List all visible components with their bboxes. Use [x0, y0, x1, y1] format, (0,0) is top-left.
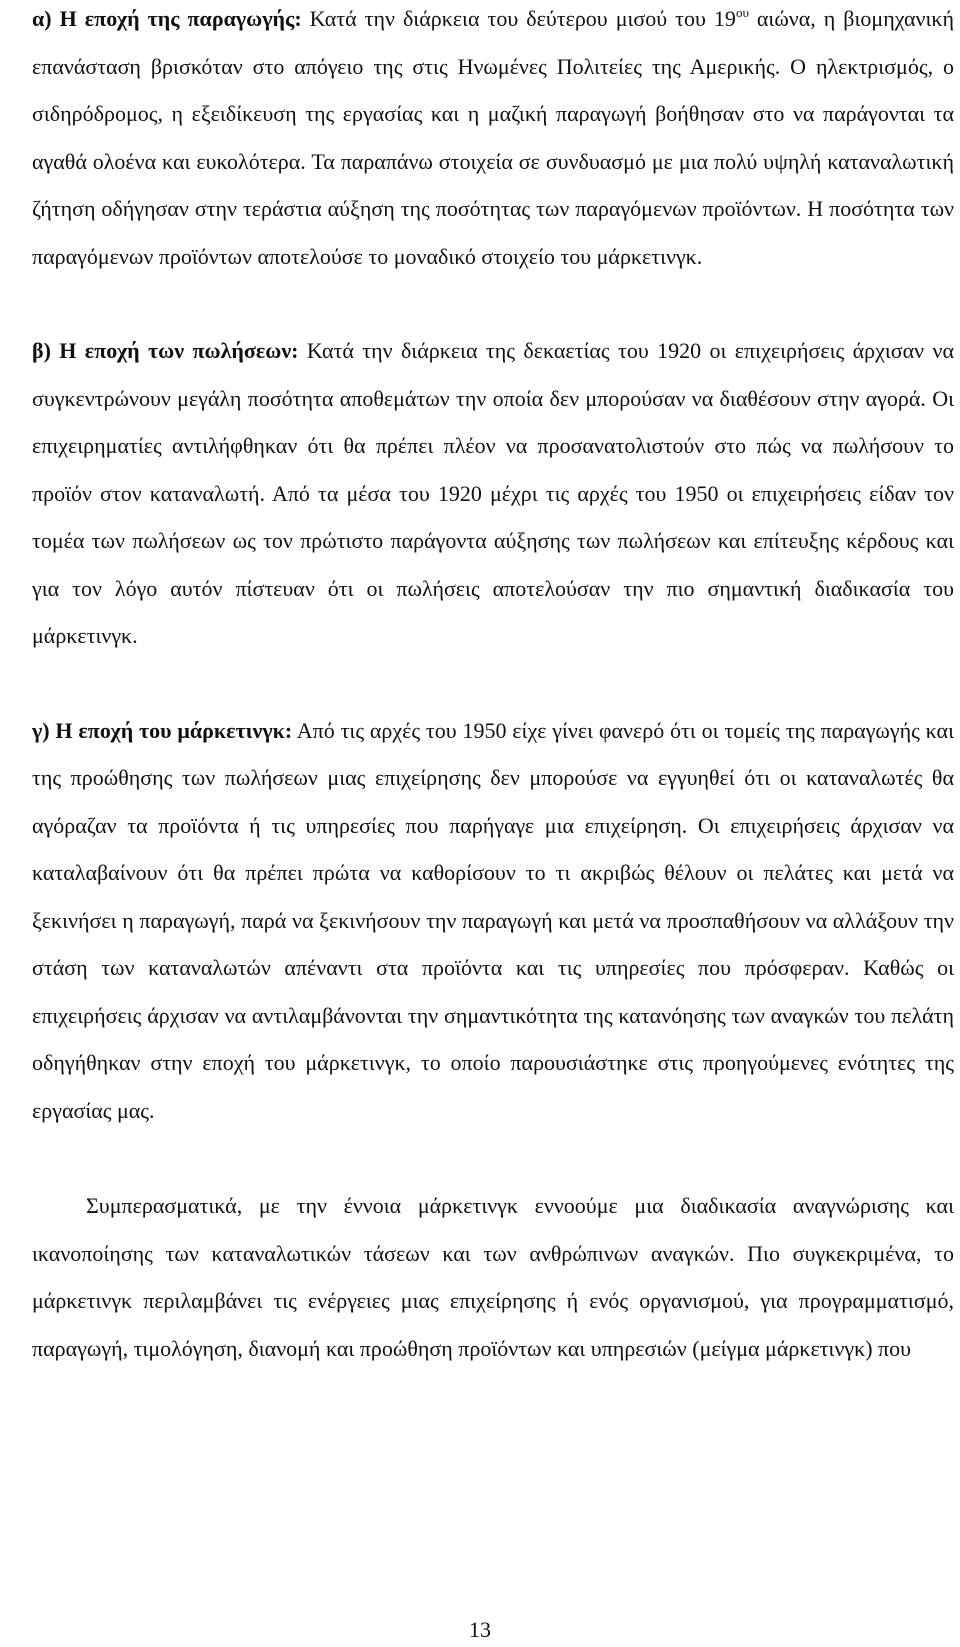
- superscript-ordinal: ου: [735, 5, 749, 20]
- page-number: 13: [469, 1617, 491, 1642]
- paragraph-text: Από τις αρχές του 1950 είχε γίνει φανερό ότι οι τομείς της παραγωγής και της προώθησης των πωλήσεων μιας επιχείρησης δεν μπορούσε να εγγυηθεί ότι οι καταναλωτές θα αγόραζαν τα προϊόντα ή τις υπηρεσίες που παρήγαγε μια επιχείρηση. Οι επιχειρήσεις άρχισαν να καταλαβαίνουν ότι θα πρέπει πρώτα να καθορίσουν το τι ακριβώς θέλουν οι πελάτες και μετά να ξεκινήσει η παραγωγή, παρά να ξεκινήσουν την παραγωγή και μετά να προσπαθήσουν να αλλάξουν την στάση των καταναλωτών απέναντι στα προϊόντα και τις υπηρεσίες που πρόσφεραν. Καθώς οι επιχειρήσεις άρχισαν να αντιλαμβάνονται την σημαντικότητα της κατανόησης των αναγκών του πελάτη οδηγήθηκαν στην εποχή του μάρκετινγκ, το οποίο παρουσιάστηκε στις προηγούμενες ενότητες της εργασίας μας.: [32, 717, 955, 1123]
- paragraph-conclusion: [32, 1182, 954, 1372]
- document-body: [32, 0, 954, 1372]
- paragraph-marketing-era: [32, 707, 954, 1135]
- paragraph-text: αιώνα, η βιομηχανική επανάσταση βρισκόταν στο απόγειο της στις Ηνωμένες Πολιτείες της Αμερικής. Ο ηλεκτρισμός, ο σιδηρόδρομος, η εξειδίκευση της εργασίας και η μαζική παραγωγή βοήθησαν στο να παράγονται τα αγαθά ολοένα και ευκολότερα. Τα παραπάνω στοιχεία σε συνδυασμό με μια πολύ υψηλή καταναλωτική ζήτηση οδήγησαν στην τεράστια αύξηση της ποσότητας των παραγόμενων προϊόντων. Η ποσότητα των παραγόμενων προϊόντων αποτελούσε το μοναδικό στοιχείο του μάρκετινγκ.: [32, 6, 954, 269]
- heading-sales-era: β) Η εποχή των πωλήσεων:: [32, 338, 299, 363]
- paragraph-text: Κατά την διάρκεια του δεύτερου μισού του 19: [301, 6, 736, 31]
- paragraph-text: Κατά την διάρκεια της δεκαετίας του 1920 οι επιχειρήσεις άρχισαν να συγκεντρώνουν μεγάλη ποσότητα αποθεμάτων την οποία δεν μπορούσαν να διαθέσουν στην αγορά. Οι επιχειρηματίες αντιλήφθηκαν ότι θα πρέπει πλέον να προσανατολιστούν στο πώς να πωλήσουν το προϊόν στον καταναλωτή. Από τα μέσα του 1920 μέχρι τις αρχές του 1950 οι επιχειρήσεις είδαν τον τομέα των πωλήσεων ως τον πρώτιστο παράγοντα αύξησης των πωλήσεων και επίτευξης κέρδους και για τον λόγο αυτόν πίστευαν ότι οι πωλήσεις αποτελούσαν την πιο σημαντική διαδικασία του μάρκετινγκ.: [32, 338, 954, 648]
- heading-production-era: α) Η εποχή της παραγωγής:: [32, 6, 302, 31]
- heading-marketing-era: γ) Η εποχή του μάρκετινγκ:: [32, 717, 293, 743]
- paragraph-sales-era: [32, 327, 954, 660]
- paragraph-text: Συμπερασματικά, με την έννοια μάρκετινγκ εννοούμε μια διαδικασία αναγνώρισης και ικανοποίησης των καταναλωτικών τάσεων και των ανθρώπινων αναγκών. Πιο συγκεκριμένα, το μάρκετινγκ περιλαμβάνει τις ενέργειες μιας επιχείρησης ή ενός οργανισμού, για προγραμματισμό, παραγωγή, τιμολόγηση, διανομή και προώθηση προϊόντων και υπηρεσιών (μείγμα μάρκετινγκ) που: [32, 1193, 954, 1361]
- paragraph-production-era: [32, 0, 954, 280]
